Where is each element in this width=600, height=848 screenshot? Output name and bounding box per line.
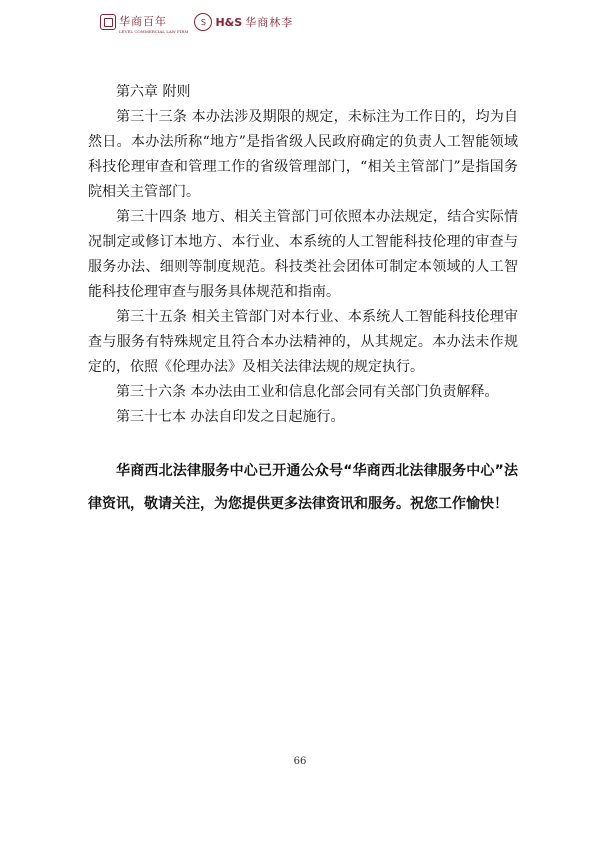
huashang-logo — [100, 10, 188, 34]
seal-icon — [100, 14, 116, 30]
article-36: 第三十六条 本办法由工业和信息化部会同有关部门负责解释。 — [116, 384, 499, 400]
logo2-text: H&S — [215, 15, 243, 29]
page-number: 66 — [293, 756, 307, 767]
chapter-heading: 第六章 附则 — [116, 84, 191, 100]
logo2-cn: 华商林李 — [245, 16, 294, 29]
article-35: 第三十五条 相关主管部门对本行业、本系统人工智能科技伦理审查与服务有特殊规定且符合本办法精神的，从其规定。本办法未作规定的，依照《伦理办法》及相关法律法规的规定执行。 — [88, 309, 518, 375]
logo1-text: 华商百年 — [119, 15, 167, 28]
document-body — [88, 80, 518, 521]
logo-text-block — [119, 10, 188, 34]
article-34: 第三十四条 地方、相关主管部门可依照本办法规定，结合实际情况制定或修订本地方、本行业、本系统的人工智能科技伦理的审查与服务办法、细则等制度规范。科技类社会团体可制定本领域的人工智能科技伦理审查与服务具体规范和指南。 — [88, 209, 518, 300]
article-33: 第三十三条 本办法涉及期限的规定，未标注为工作日的，均为自然日。本办法所称“地方”是指省级人民政府确定的负责人工智能领域科技伦理审查和管理工作的省级管理部门，“相关主管部门”是指国务院相关主管部门。 — [88, 109, 518, 200]
spacer — [88, 430, 518, 455]
notice-text: 华商西北法律服务中心已开通公众号“华商西北法律服务中心”法律资讯，敬请关注，为您提供更多法律资讯和服务。祝您工作愉快！ — [88, 463, 518, 512]
page-header — [100, 10, 293, 34]
hs-logo — [194, 13, 293, 31]
logo1-sub: LEVEL COMMERCIAL LAW FIRM — [119, 29, 189, 34]
article-37: 第三十七本 办法自印发之日起施行。 — [116, 409, 345, 425]
circle-emblem-icon: S — [194, 13, 212, 31]
